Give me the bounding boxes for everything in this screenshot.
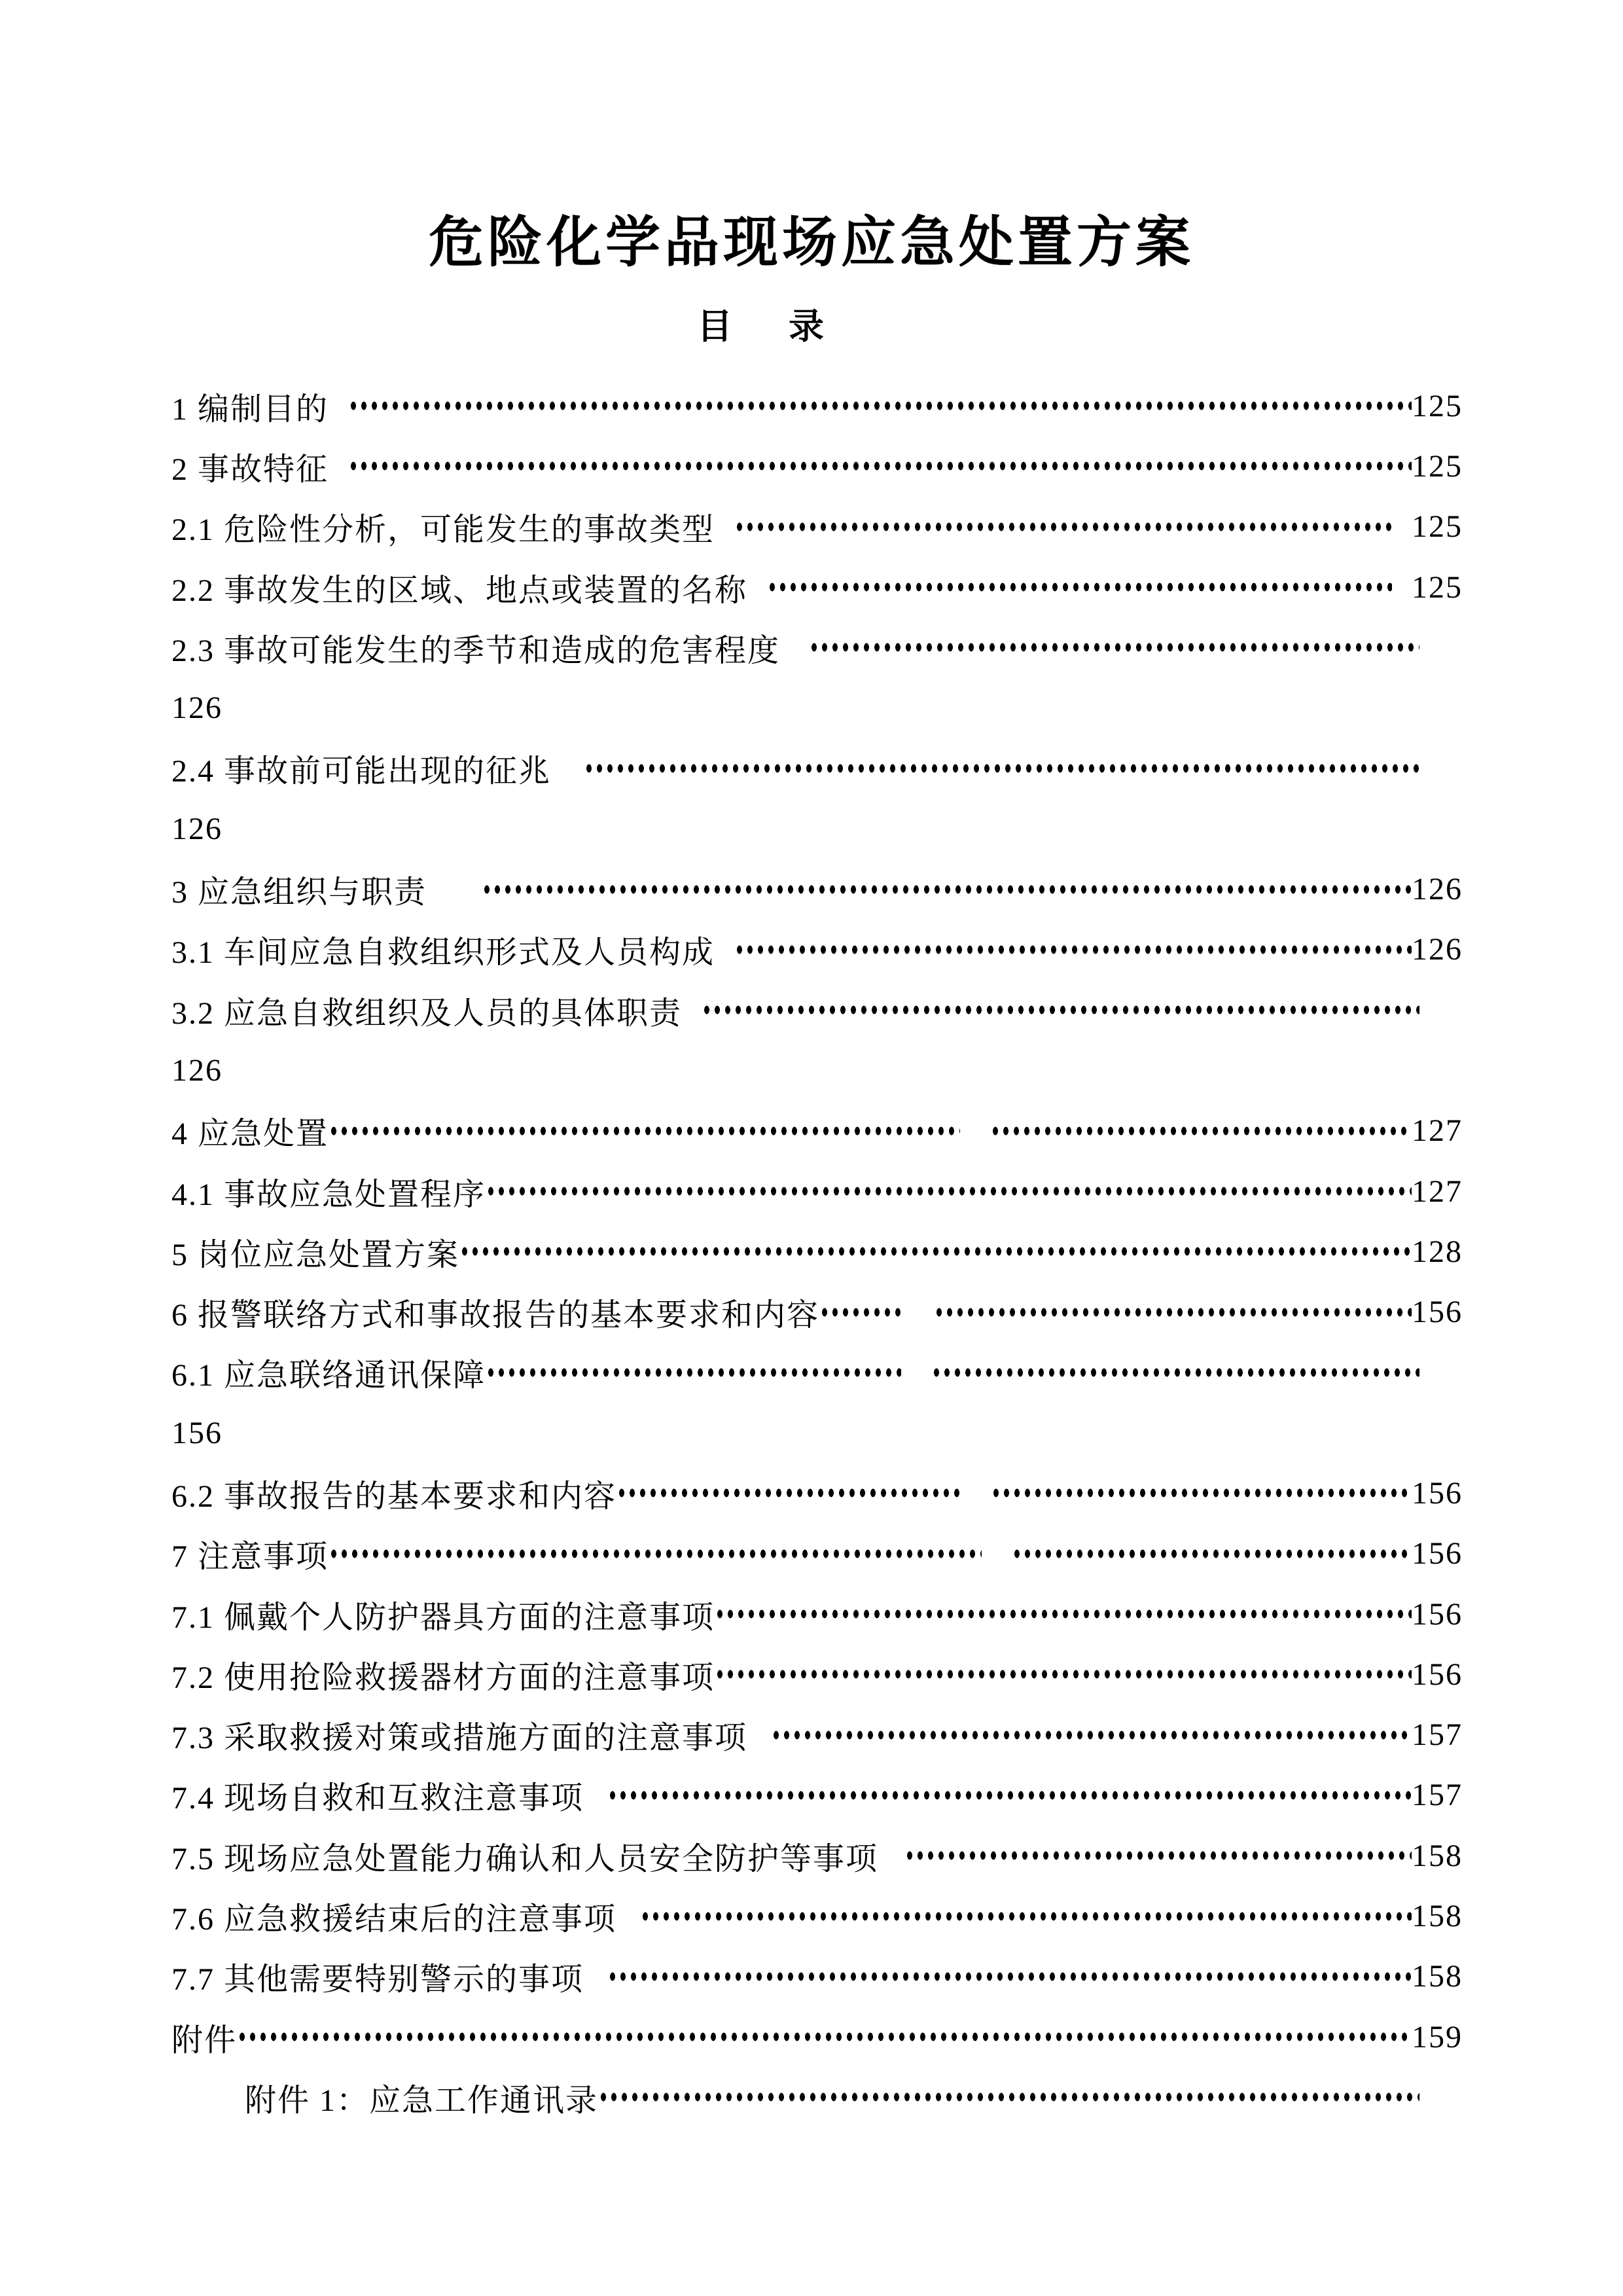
toc-entry-title: 2.3 事故可能发生的季节和造成的危害程度: [171, 633, 781, 668]
toc-page-number: 125: [1412, 448, 1463, 484]
toc-page-number: 126: [1412, 872, 1463, 907]
dot-leader-run: [819, 1306, 904, 1318]
toc-entry-row: [171, 1161, 1463, 1221]
dot-leader: [715, 1608, 1412, 1620]
dot-leader-run: [904, 1850, 1412, 1861]
toc-page-number: 157: [1412, 1778, 1463, 1813]
toc-entry-title: 4 应急处置: [171, 1117, 329, 1152]
dot-leader-run: [809, 641, 1419, 653]
dot-leader-run: [348, 400, 1412, 412]
dot-leader-run: [459, 1246, 1412, 1257]
dot-leader-run: [934, 1306, 1412, 1318]
toc-entry-title: 2.2 事故发生的区域、地点或装置的名称: [171, 573, 748, 608]
toc-entry-title: 2.1 危险性分析，可能发生的事故类型: [171, 512, 715, 548]
dot-leader-run: [598, 2091, 1419, 2103]
toc-entry-title: 7.3 采取救援对策或措施方面的注意事项: [171, 1721, 748, 1756]
toc-entry-row: [171, 1101, 1463, 1161]
toc-entry-title: 2 事故特征: [171, 452, 329, 487]
toc-entry-title: 6.1 应急联络通讯保障: [171, 1358, 486, 1393]
dot-leader: [734, 521, 1392, 533]
toc-entry-title: 4.1 事故应急处置程序: [171, 1177, 486, 1212]
toc-wrapped-page-number-row: [171, 798, 1463, 859]
dot-leader-run: [329, 1548, 982, 1560]
dot-leader-run: [734, 521, 1392, 533]
dot-leader: [584, 762, 1419, 774]
dot-leader: [767, 581, 1392, 593]
toc-entry-title: 3 应急组织与职责: [171, 875, 427, 910]
dot-leader-run: [237, 2031, 1412, 2043]
toc-page-number: 125: [1412, 388, 1463, 423]
dot-leader: [237, 2031, 1412, 2043]
toc-page-number: 158: [1412, 1899, 1463, 1934]
toc-page-number: 156: [1412, 1657, 1463, 1692]
dot-leader: [715, 1668, 1412, 1680]
dot-leader: [771, 1729, 1412, 1741]
toc-entry-row: [171, 1705, 1463, 1765]
dot-leader-gap: [901, 1367, 931, 1378]
dot-leader-run: [482, 884, 1412, 895]
dot-leader-run: [990, 1125, 1412, 1137]
toc-entry-title: 7 注意事项: [171, 1539, 329, 1575]
dot-leader-run: [715, 1608, 1412, 1620]
toc-entry-row: [171, 1584, 1463, 1644]
dot-leader-run: [991, 1487, 1412, 1499]
dot-leader: [819, 1306, 1412, 1318]
toc-heading: 目 录: [697, 307, 834, 346]
toc-wrapped-page-number: 156: [171, 1415, 223, 1450]
toc-entry-title: 3.2 应急自救组织及人员的具体职责: [171, 996, 683, 1031]
toc-entry-title: 7.5 现场应急处置能力确认和人员安全防护等事项: [171, 1841, 879, 1876]
toc-entry-title: 6.2 事故报告的基本要求和内容: [171, 1479, 617, 1514]
dot-leader: [734, 944, 1412, 956]
toc-entry-row: [171, 1342, 1463, 1403]
toc-entry-row: [171, 557, 1463, 617]
dot-leader-run: [715, 1668, 1412, 1680]
dot-leader: [459, 1246, 1412, 1257]
toc-entry-title: 7.7 其他需要特别警示的事项: [171, 1962, 584, 1998]
dot-leader: [640, 1910, 1412, 1922]
toc-page-number: 125: [1412, 569, 1463, 605]
toc-entry-row: [171, 920, 1463, 980]
toc-entry-title: 5 岗位应急处置方案: [171, 1237, 460, 1272]
dot-leader: [329, 1125, 1412, 1137]
toc-entry-title: 7.1 佩戴个人防护器具方面的注意事项: [171, 1600, 715, 1635]
dot-leader: [482, 884, 1412, 895]
toc-entry-title: 2.4 事故前可能出现的征兆: [171, 754, 552, 789]
dot-leader-run: [771, 1729, 1412, 1741]
dot-leader-run: [734, 944, 1412, 956]
dot-leader-run: [640, 1910, 1412, 1922]
toc-entry-title: 7.6 应急救援结束后的注意事项: [171, 1902, 617, 1937]
toc-wrapped-page-number-row: [171, 1403, 1463, 1463]
dot-leader-run: [607, 1971, 1412, 1982]
dot-leader-run: [348, 460, 1412, 472]
dot-leader: [598, 2091, 1419, 2103]
toc-page-number: 156: [1412, 1596, 1463, 1632]
dot-leader-run: [584, 762, 1419, 774]
toc-entry-title: 7.2 使用抢险救援器材方面的注意事项: [171, 1660, 715, 1695]
document-title: 危险化学品现场应急处置方案: [428, 211, 1194, 273]
dot-leader: [904, 1850, 1412, 1861]
toc-entry-title: 7.4 现场自救和互救注意事项: [171, 1781, 584, 1816]
toc-entry-row: [171, 1644, 1463, 1704]
toc-page-number: 158: [1412, 1959, 1463, 1994]
toc-wrapped-page-number: 126: [171, 691, 223, 726]
dot-leader-gap: [982, 1548, 1012, 1560]
toc-entry-row: [171, 1282, 1463, 1342]
toc-entry-row: [171, 436, 1463, 496]
dot-leader-run: [1012, 1548, 1412, 1560]
toc-page-number: 127: [1412, 1113, 1463, 1149]
dot-leader: [348, 400, 1412, 412]
dot-leader-run: [607, 1789, 1412, 1801]
dot-leader: [348, 460, 1412, 472]
dot-leader-run: [486, 1367, 901, 1378]
dot-leader-run: [486, 1185, 1412, 1197]
toc-page-number: 126: [1412, 932, 1463, 967]
dot-leader-run: [931, 1367, 1419, 1378]
toc-page-number: 156: [1412, 1295, 1463, 1330]
toc-page-number: 156: [1412, 1536, 1463, 1571]
toc-entry-row: [171, 1946, 1463, 2007]
dot-leader: [607, 1971, 1412, 1982]
toc-entry-row: [171, 376, 1463, 436]
toc-entry-title: 1 编制目的: [171, 391, 329, 427]
toc-wrapped-page-number: 126: [171, 1052, 223, 1088]
toc-entry-row: [171, 617, 1463, 677]
toc-entry-row: [171, 1221, 1463, 1282]
toc-entry-row: [171, 1825, 1463, 1886]
toc-wrapped-page-number: 126: [171, 811, 223, 846]
toc-page-number: 128: [1412, 1234, 1463, 1269]
toc-page-number: 157: [1412, 1717, 1463, 1753]
toc-wrapped-page-number-row: [171, 1040, 1463, 1100]
toc-entry-title: 附件 1：应急工作通讯录: [245, 2083, 599, 2118]
dot-leader: [486, 1367, 1419, 1378]
dot-leader-run: [329, 1125, 960, 1137]
dot-leader: [702, 1004, 1419, 1016]
dot-leader-gap: [904, 1306, 934, 1318]
toc-wrapped-page-number-row: [171, 677, 1463, 738]
toc-entry-title: 附件: [171, 2022, 238, 2058]
dot-leader-run: [616, 1487, 961, 1499]
toc-page-number: 127: [1412, 1174, 1463, 1209]
toc-entry-row: [171, 859, 1463, 919]
toc-entry-row: [171, 1463, 1463, 1523]
toc-entry-title: 3.1 车间应急自救组织形式及人员构成: [171, 935, 715, 971]
toc-entry-row: [171, 2007, 1463, 2067]
toc-page-number: 158: [1412, 1838, 1463, 1873]
dot-leader: [809, 641, 1419, 653]
dot-leader: [607, 1789, 1412, 1801]
toc-entry-row: [171, 980, 1463, 1040]
dot-leader-run: [702, 1004, 1419, 1016]
dot-leader: [486, 1185, 1412, 1197]
toc-entry-row: [171, 2067, 1463, 2127]
toc-entry-row: [171, 1765, 1463, 1825]
toc-entry-row: [171, 1524, 1463, 1584]
toc-page-number: 125: [1412, 509, 1463, 545]
dot-leader: [616, 1487, 1412, 1499]
dot-leader-gap: [961, 1487, 991, 1499]
dot-leader: [329, 1548, 1412, 1560]
toc-entry-title: 6 报警联络方式和事故报告的基本要求和内容: [171, 1298, 820, 1333]
toc-entry-row: [171, 738, 1463, 798]
toc-page-number: 156: [1412, 1475, 1463, 1511]
toc-page-number: 159: [1412, 2019, 1463, 2054]
toc-entry-row: [171, 1886, 1463, 1946]
dot-leader-gap: [960, 1125, 990, 1137]
toc-entry-row: [171, 497, 1463, 557]
toc-list: [171, 376, 1463, 2128]
dot-leader-run: [767, 581, 1392, 593]
